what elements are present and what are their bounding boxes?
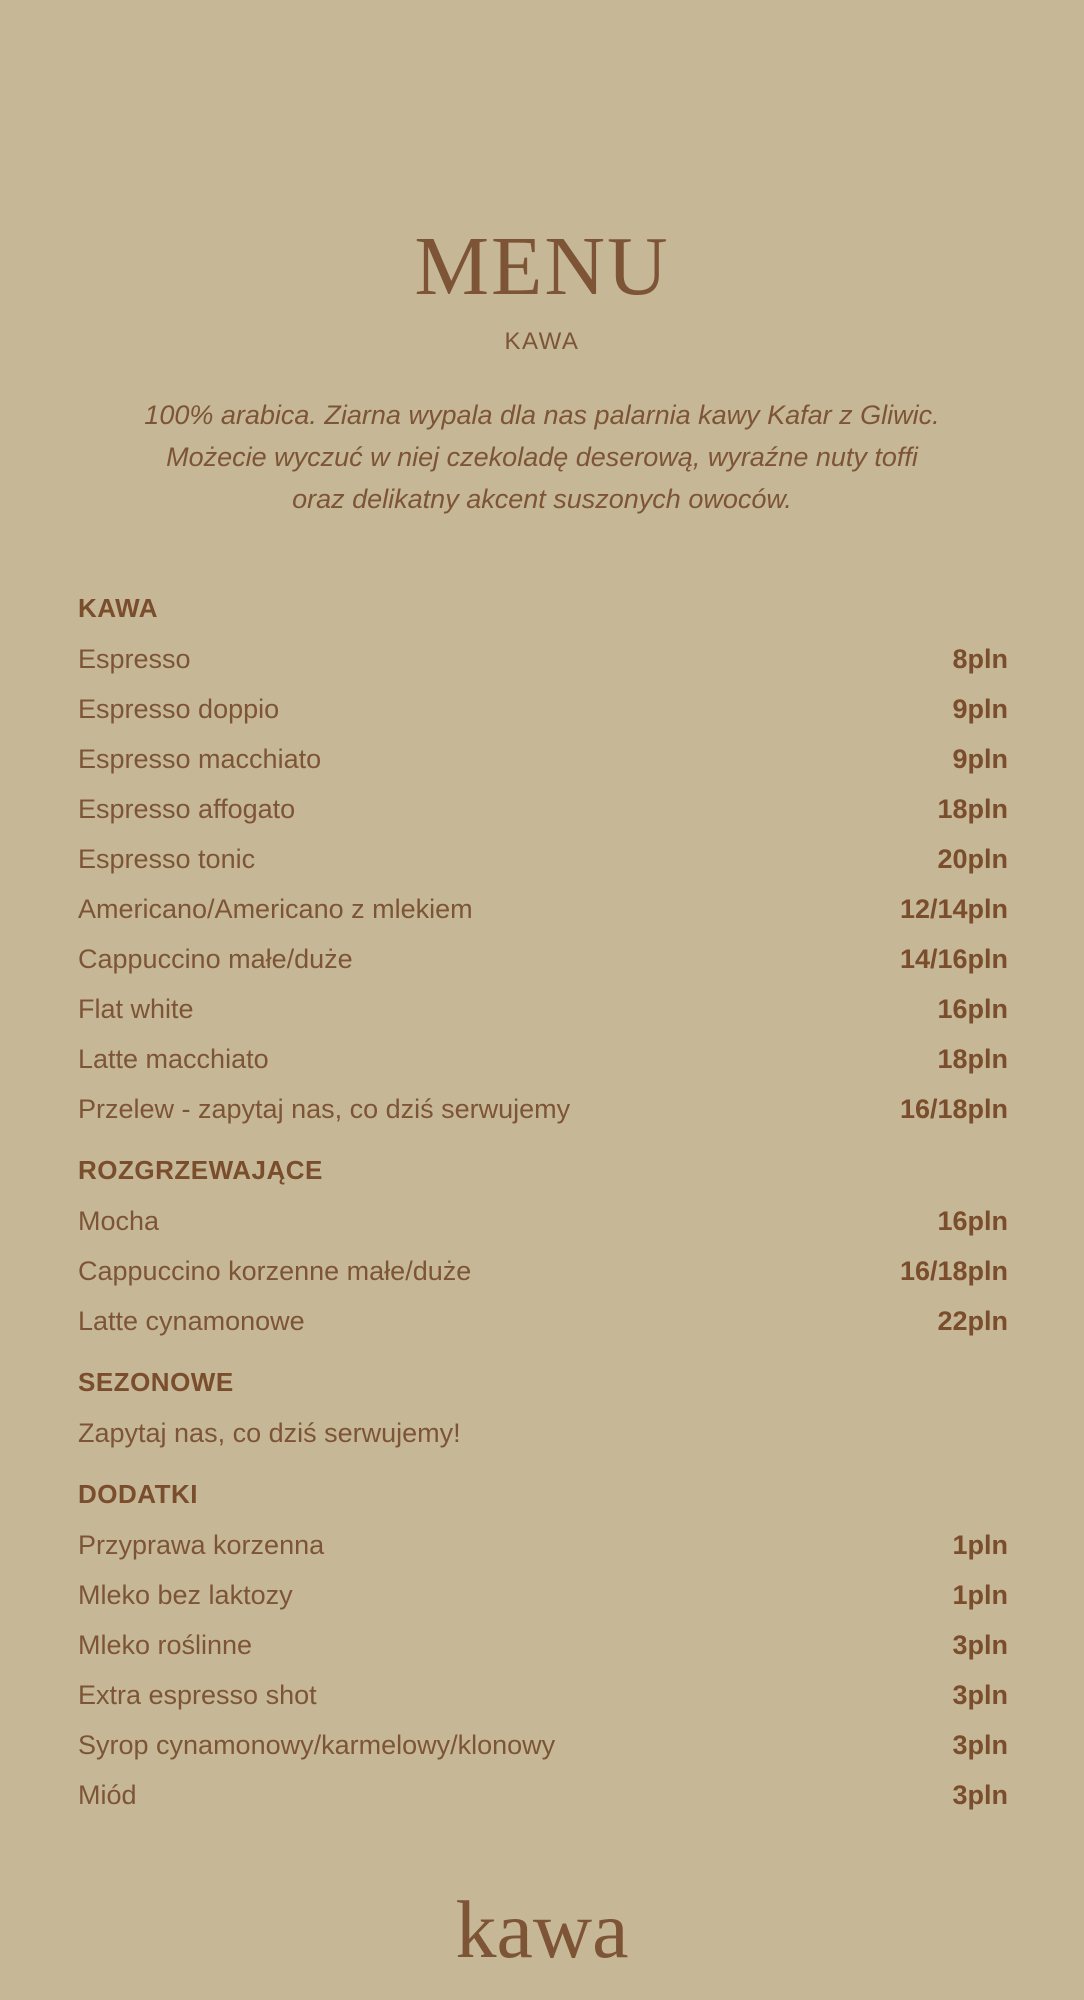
menu-item-price: 12/14pln <box>899 894 1008 924</box>
intro-line: 100% arabica. Ziarna wypala dla nas palarnia kawy Kafar z Gliwic. <box>144 400 940 430</box>
menu-item-price: 9pln <box>952 694 1008 724</box>
menu-item <box>78 1408 1008 1458</box>
menu-item <box>78 884 1008 934</box>
menu-item-price: 9pln <box>952 744 1008 774</box>
menu-item <box>78 1520 1008 1570</box>
menu-item <box>78 1570 1008 1620</box>
menu-section-rozgrzewające <box>78 1144 1008 1346</box>
menu-item <box>78 1084 1008 1134</box>
menu-item <box>78 1246 1008 1296</box>
menu-section-kawa <box>78 582 1008 1134</box>
menu-item-name: Syrop cynamonowy/karmelowy/klonowy <box>78 1730 556 1760</box>
menu-item-price: 3pln <box>952 1730 1008 1760</box>
menu-item <box>78 634 1008 684</box>
page-title: MENU <box>414 220 670 313</box>
menu-item <box>78 1670 1008 1720</box>
menu-item-price: 14/16pln <box>899 944 1008 974</box>
menu-item <box>78 1296 1008 1346</box>
menu-item-price: 18pln <box>937 1044 1008 1074</box>
menu-item-name: Zapytaj nas, co dziś serwujemy! <box>78 1418 461 1448</box>
menu-item <box>78 1720 1008 1770</box>
page-subtitle: KAWA <box>504 328 580 355</box>
menu-item-price: 3pln <box>952 1630 1008 1660</box>
menu-item-price: 3pln <box>952 1680 1008 1710</box>
menu-list <box>78 582 1008 1820</box>
menu-item-name: Przyprawa korzenna <box>78 1530 325 1560</box>
menu-item <box>78 1034 1008 1084</box>
intro-line: Możecie wyczuć w niej czekoladę deserową, wyraźne nuty toffi <box>166 442 918 472</box>
menu-item-price: 1pln <box>952 1580 1008 1610</box>
menu-section-sezonowe <box>78 1356 1008 1458</box>
menu-item-name: Mleko bez laktozy <box>78 1580 293 1610</box>
footer-logo: kawa <box>455 1884 629 1975</box>
menu-item-name: Espresso tonic <box>78 844 256 874</box>
menu-item-price: 16pln <box>937 994 1008 1024</box>
menu-item-name: Espresso doppio <box>78 694 280 724</box>
section-title: ROZGRZEWAJĄCE <box>78 1155 323 1185</box>
menu-item <box>78 784 1008 834</box>
menu-item-price: 1pln <box>952 1530 1008 1560</box>
menu-item-name: Extra espresso shot <box>78 1680 317 1710</box>
menu-item-name: Flat white <box>78 994 194 1024</box>
menu-item-name: Cappuccino małe/duże <box>78 944 353 974</box>
menu-item <box>78 1770 1008 1820</box>
menu-item-price: 22pln <box>937 1306 1008 1336</box>
menu-item-name: Przelew - zapytaj nas, co dziś serwujemy <box>78 1094 571 1124</box>
menu-item-price: 16/18pln <box>899 1256 1008 1286</box>
menu-item <box>78 734 1008 784</box>
menu-item <box>78 984 1008 1034</box>
menu-item-name: Espresso <box>78 644 191 674</box>
menu-item <box>78 684 1008 734</box>
menu-item <box>78 934 1008 984</box>
section-title: KAWA <box>78 593 158 623</box>
menu-item-name: Latte cynamonowe <box>78 1306 305 1336</box>
menu-item-name: Espresso macchiato <box>78 744 322 774</box>
intro-text <box>60 394 1024 520</box>
menu-item-price: 16pln <box>937 1206 1008 1236</box>
menu-item <box>78 834 1008 884</box>
menu-header <box>0 222 1084 356</box>
menu-item-name: Miód <box>78 1780 137 1810</box>
menu-item-price: 20pln <box>937 844 1008 874</box>
menu-item-name: Latte macchiato <box>78 1044 269 1074</box>
menu-item <box>78 1196 1008 1246</box>
menu-item-name: Mocha <box>78 1206 160 1236</box>
menu-item-name: Mleko roślinne <box>78 1630 253 1660</box>
menu-item-name: Espresso affogato <box>78 794 296 824</box>
menu-section-dodatki <box>78 1468 1008 1820</box>
section-title: SEZONOWE <box>78 1367 234 1397</box>
menu-item-name: Americano/Americano z mlekiem <box>78 894 473 924</box>
menu-item-name: Cappuccino korzenne małe/duże <box>78 1256 472 1286</box>
menu-item <box>78 1620 1008 1670</box>
intro-line: oraz delikatny akcent suszonych owoców. <box>292 484 792 514</box>
menu-item-price: 3pln <box>952 1780 1008 1810</box>
menu-item-price: 18pln <box>937 794 1008 824</box>
menu-item-price: 16/18pln <box>899 1094 1008 1124</box>
section-title: DODATKI <box>78 1479 199 1509</box>
menu-item-price: 8pln <box>952 644 1008 674</box>
